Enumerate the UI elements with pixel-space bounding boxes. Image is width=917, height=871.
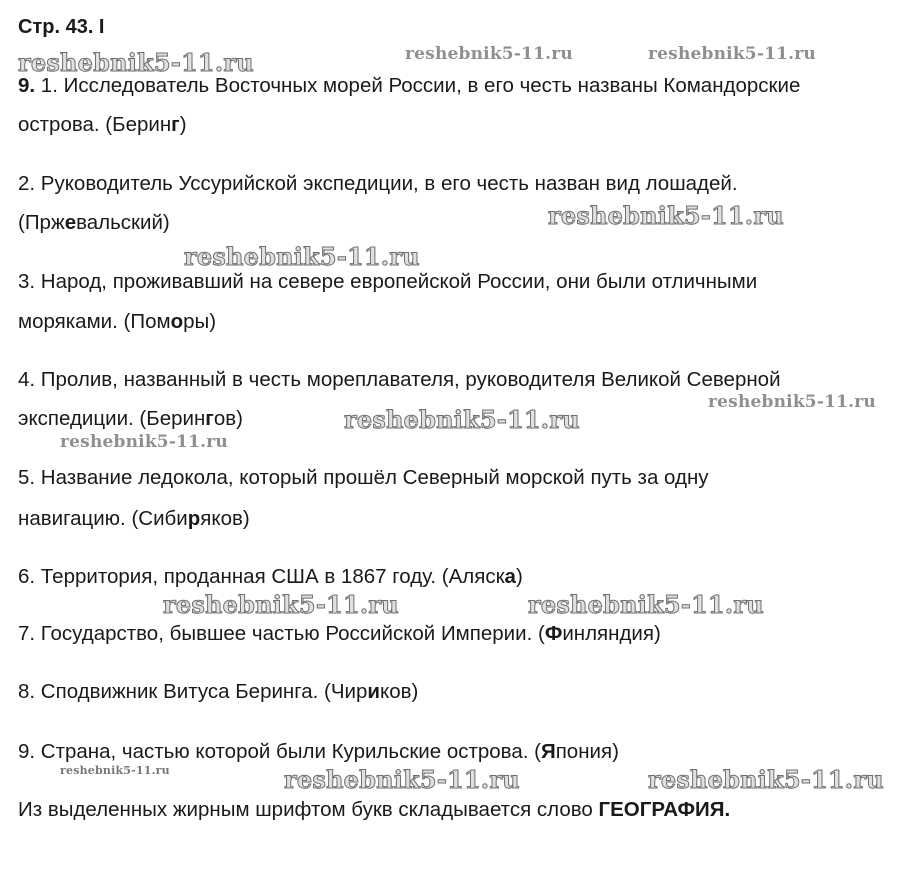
page-header: Стр. 43. I — [18, 16, 105, 38]
question-4-line-1: 4. Пролив, названный в честь мореплавателя, руководителя Великой Северной — [18, 368, 781, 391]
highlighted-letter: г — [205, 407, 214, 430]
watermark: reshebnik5-11.ru — [184, 242, 420, 271]
watermark: reshebnik5-11.ru — [284, 765, 520, 794]
question-2-line-2: (Пржевальский) — [18, 211, 170, 234]
highlighted-letter: р — [187, 507, 201, 530]
question-5-line-2: навигацию. (Сибиряков) — [18, 507, 250, 530]
watermark: reshebnik5-11.ru — [344, 405, 580, 434]
watermark: reshebnik5-11.ru — [60, 764, 170, 777]
answer-word: ГЕОГРАФИЯ. — [598, 798, 731, 821]
watermark: reshebnik5-11.ru — [708, 392, 876, 412]
question-1-line-2: острова. (Беринг) — [18, 113, 187, 136]
watermark: reshebnik5-11.ru — [548, 201, 784, 230]
conclusion: Из выделенных жирным шрифтом букв складывается слово ГЕОГРАФИЯ. — [18, 798, 731, 821]
watermark: reshebnik5-11.ru — [648, 765, 884, 794]
question-3-line-2: моряками. (Поморы) — [18, 310, 217, 333]
highlighted-letter: Ф — [544, 622, 563, 645]
highlighted-letter: а — [504, 565, 516, 588]
watermark: reshebnik5-11.ru — [163, 590, 399, 619]
question-8: 8. Сподвижник Витуса Беринга. (Чириков) — [18, 680, 419, 703]
watermark: reshebnik5-11.ru — [60, 432, 228, 452]
highlighted-letter: е — [64, 211, 77, 234]
watermark: reshebnik5-11.ru — [18, 48, 254, 77]
question-1-line-1: 9. 1. Исследователь Восточных морей России, в его честь названы Командорские — [18, 74, 801, 97]
task-number: 9. — [18, 74, 36, 97]
highlighted-letter: и — [367, 680, 381, 703]
highlighted-letter: Я — [540, 740, 556, 763]
question-4-line-2: экспедиции. (Берингов) — [18, 407, 243, 430]
question-7: 7. Государство, бывшее частью Российской Империи. (Финляндия) — [18, 622, 661, 645]
question-2-line-1: 2. Руководитель Уссурийской экспедиции, в его честь назван вид лошадей. — [18, 172, 738, 195]
question-5-line-1: 5. Название ледокола, который прошёл Северный морской путь за одну — [18, 466, 709, 489]
watermark: reshebnik5-11.ru — [528, 590, 764, 619]
question-3-line-1: 3. Народ, проживавший на севере европейской России, они были отличными — [18, 270, 758, 293]
question-9: 9. Страна, частью которой были Курильские острова. (Япония) — [18, 740, 619, 763]
watermark: reshebnik5-11.ru — [648, 44, 816, 64]
highlighted-letter: о — [170, 310, 184, 333]
highlighted-letter: г — [171, 113, 180, 136]
watermark: reshebnik5-11.ru — [405, 44, 573, 64]
question-6: 6. Территория, проданная США в 1867 году. (Аляска) — [18, 565, 523, 588]
